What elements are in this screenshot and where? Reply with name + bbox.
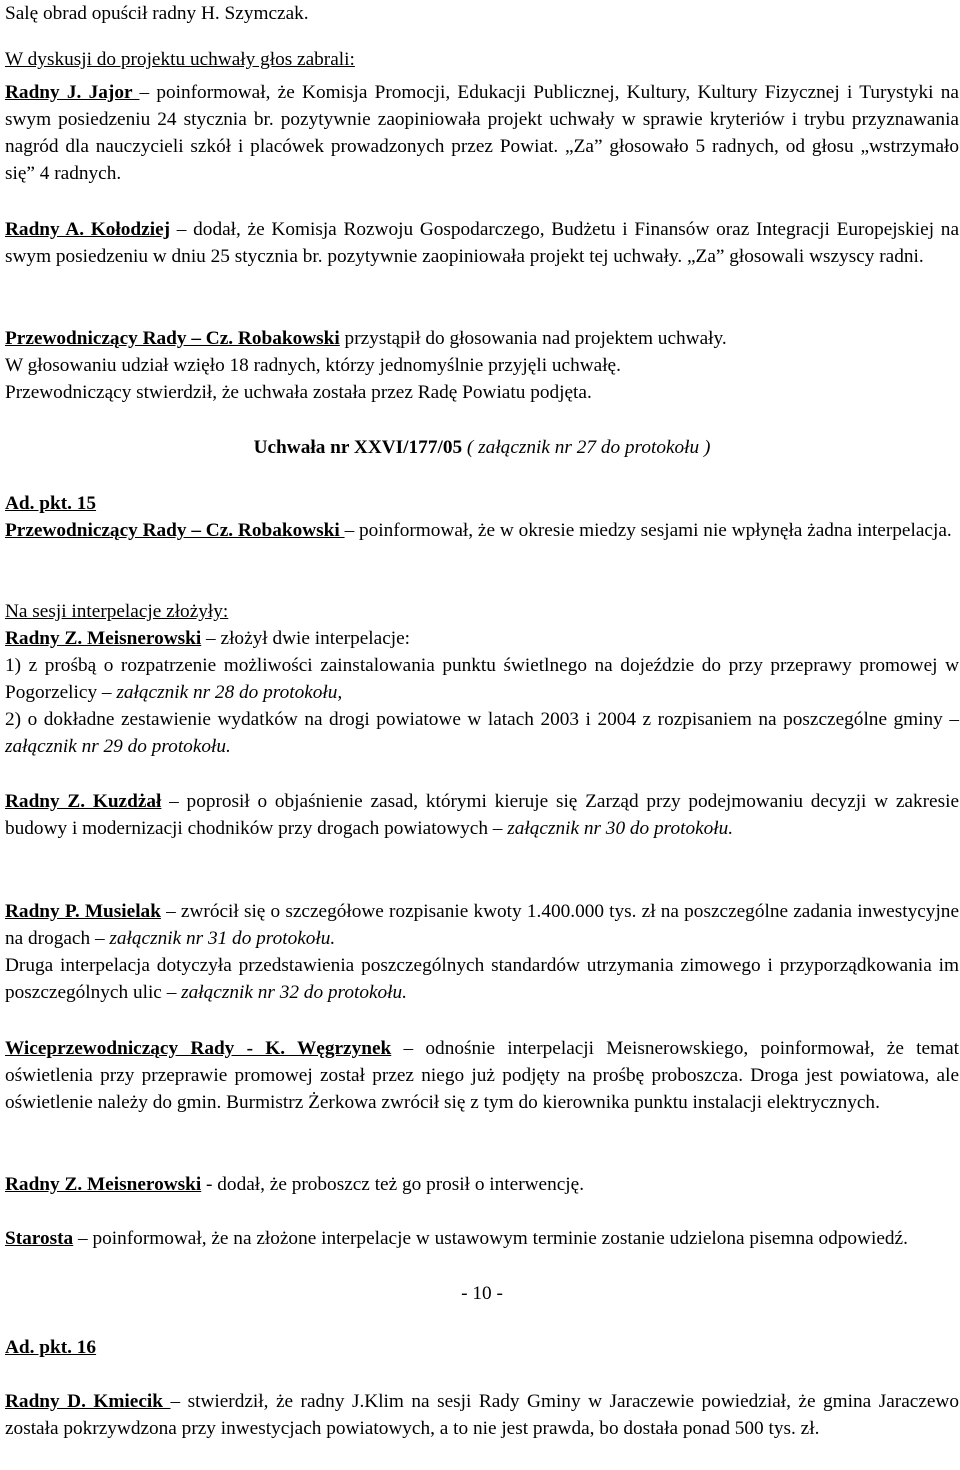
paragraph-kolodziej [5, 216, 959, 270]
discussion-heading-text: W dyskusji do projektu uchwały głos zabrali: [5, 49, 355, 70]
resolution-line [5, 434, 959, 461]
paragraph-jajor [5, 79, 959, 187]
item16-label-text: Ad. pkt. 16 [5, 1337, 97, 1358]
kolodziej-text: – dodał, że Komisja Rozwoju Gospodarczego, Budżetu i Finansów oraz Integracji Europejskiej na swym posiedzeniu w dniu 25 stycznia br. pozytywnie zaopiniowała projekt tej uchwały. „Za” głosowali wszyscy radni. [5, 219, 960, 267]
speaker-kmiecik: Radny D. Kmiecik [5, 1391, 171, 1412]
speaker-kuzdzal: Radny Z. Kuzdżał [5, 791, 162, 812]
paragraph-starosta [5, 1225, 959, 1252]
meisnerowski2-text: - dodał, że proboszcz też go prosił o interwencję. [201, 1174, 585, 1195]
item15-label-text: Ad. pkt. 15 [5, 493, 97, 514]
resolution-attachment: ( załącznik nr 27 do protokołu ) [462, 437, 711, 458]
item16-label [5, 1334, 959, 1361]
speaker-meisnerowski-2: Radny Z. Meisnerowski [5, 1174, 202, 1195]
musielak-text: – zwrócił się o szczegółowe rozpisanie kwoty 1.400.000 tys. zł na poszczególne zadania inwestycyjne na drogach – [5, 901, 959, 949]
interpellation-point-1 [5, 652, 959, 706]
speaker-wegrzynek: Wiceprzewodniczący Rady - K. Węgrzynek [5, 1038, 392, 1059]
musielak-text2: Druga interpelacja dotyczyła przedstawienia poszczególnych standardów utrzymania zimowego i przyporządkowania im poszczególnych ulic – [5, 955, 959, 1003]
paragraph-exit [5, 0, 959, 27]
item16-text: – stwierdził, że radny J.Klim na sesji Rady Gminy w Jaraczewie powiedział, że gmina Jaraczewo została pokrzywdzona przy inwestycjach powiatowych, a to nie jest prawda, bo dostała ponad 500 tys. zł. [5, 1391, 959, 1439]
starosta-text: – poinformował, że na złożone interpelacje w ustawowym terminie zostanie udzielona pisemna odpowiedź. [73, 1228, 908, 1249]
item15-text: – poinformował, że w okresie miedzy sesjami nie wpłynęła żadna interpelacja. [344, 520, 952, 541]
chair-vote-text2: W głosowaniu udział wzięło 18 radnych, którzy jednomyślnie przyjęli uchwałę. [5, 355, 621, 376]
point2-attachment: załącznik nr 29 do protokołu. [5, 736, 231, 757]
paragraph-chair-vote [5, 325, 959, 406]
page-number-text: - 10 - [461, 1283, 503, 1304]
paragraph-item15 [5, 517, 959, 544]
wegrzynek-text: – odnośnie interpelacji Meisnerowskiego, poinformował, że temat oświetlenia przy przeprawie promowej został przez niego już podjęty na prośbę proboszcza. Droga jest powiatowa, ale oświetlenie należy do gmin. Burmistrz Żerkowa zwrócił się z tym do kierownika punktu instalacji elektrycznych. [5, 1038, 959, 1113]
chair-vote-text3: Przewodniczący stwierdził, że uchwała została przez Radę Powiatu podjęta. [5, 382, 592, 403]
speaker-robakowski: Przewodniczący Rady – Cz. Robakowski [5, 328, 340, 349]
kuzdzal-attachment: załącznik nr 30 do protokołu. [507, 818, 734, 839]
musielak-attachment: załącznik nr 31 do protokołu. [109, 928, 336, 949]
point1-attachment: załącznik nr 28 do protokołu, [116, 682, 343, 703]
kuzdzal-text: – poprosił o objaśnienie zasad, którymi kieruje się Zarząd przy podejmowaniu decyzji w zakresie budowy i modernizacji chodników przy drogach powiatowych – [5, 791, 959, 839]
paragraph-wegrzynek [5, 1035, 959, 1116]
interpellations-heading [5, 598, 959, 625]
paragraph-meisnerowski-2 [5, 1171, 959, 1198]
speaker-kolodziej: Radny A. Kołodziej [5, 219, 171, 240]
page-number [5, 1280, 959, 1307]
point2-text: 2) o dokładne zestawienie wydatków na drogi powiatowe w latach 2003 i 2004 z rozpisaniem na poszczególne gminy – [5, 709, 959, 730]
item15-label [5, 490, 959, 517]
speaker-jajor: Radny J. Jajor [5, 82, 140, 103]
chair-vote-text1: przystąpił do głosowania nad projektem uchwały. [339, 328, 727, 349]
resolution-title: Uchwała nr XXVI/177/05 [253, 437, 463, 458]
point1-text: 1) z prośbą o rozpatrzenie możliwości zainstalowania punktu świetlnego na dojeździe do przy przeprawy promowej w Pogorzelicy – [5, 655, 959, 703]
paragraph-item16 [5, 1388, 959, 1442]
speaker-musielak: Radny P. Musielak [5, 901, 161, 922]
paragraph-musielak-2 [5, 952, 959, 1006]
interpellations-heading-text: Na sesji interpelacje złożyły: [5, 601, 229, 622]
speaker-robakowski-15: Przewodniczący Rady – Cz. Robakowski [5, 520, 345, 541]
paragraph-kuzdzal [5, 788, 959, 842]
interpellation-point-2 [5, 706, 959, 760]
jajor-text: – poinformował, że Komisja Promocji, Edukacji Publicznej, Kultury, Kultury Fizycznej i Turystyki na swym posiedzeniu 24 stycznia br. pozytywnie zaopiniowała projekt uchwały w sprawie kryteriów i trybu przyznawania nagród dla nauczycieli szkół i placówek prowadzonych przez Powiat. „Za” głosowało 5 radnych, od głosu „wstrzymało się” 4 radnych. [5, 82, 959, 184]
exit-text: Salę obrad opuścił radny H. Szymczak. [5, 3, 309, 24]
paragraph-meisnerowski-1 [5, 625, 959, 652]
meisnerowski-text: – złożył dwie interpelacje: [201, 628, 411, 649]
speaker-meisnerowski: Radny Z. Meisnerowski [5, 628, 202, 649]
musielak-attachment2: załącznik nr 32 do protokołu. [181, 982, 407, 1003]
discussion-heading [5, 46, 959, 73]
paragraph-musielak [5, 898, 959, 952]
speaker-starosta: Starosta [5, 1228, 74, 1249]
